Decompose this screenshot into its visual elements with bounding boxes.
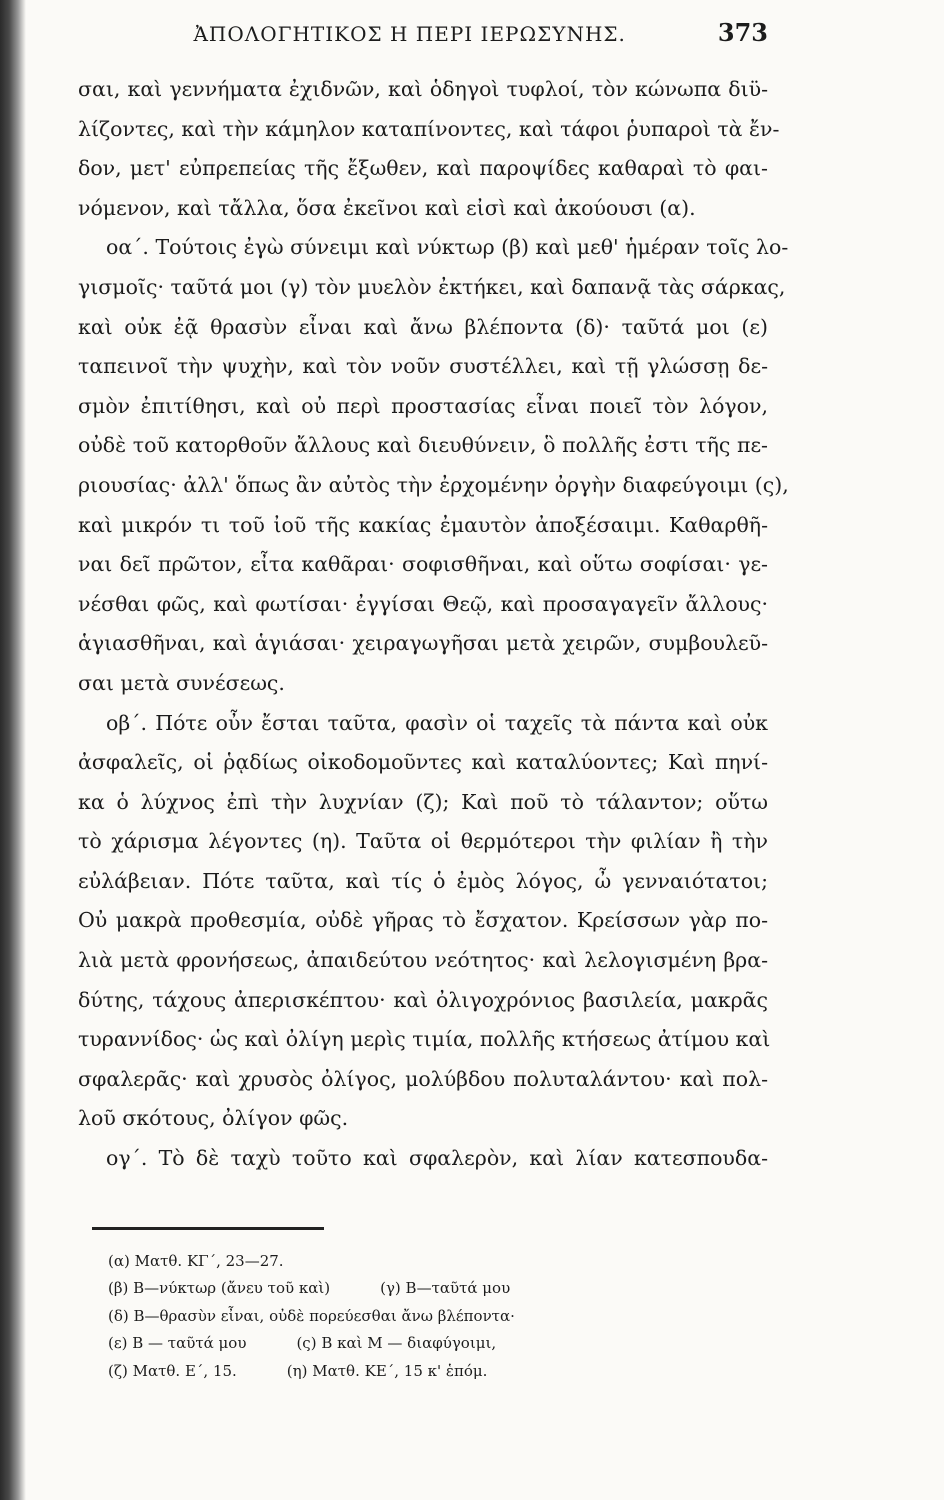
footnote-row: [108, 1330, 768, 1358]
text-line: ναι δεῖ πρῶτον, εἶτα καθᾶραι· σοφισθῆναι, καὶ οὕτω σοφίσαι· γε-: [78, 552, 768, 577]
footnote: (ς) Β καὶ Μ — διαφύγοιμι,: [296, 1334, 497, 1353]
text-line: σφαλερᾶς· καὶ χρυσὸς ὀλίγος, μολύβδου πολυταλάντου· καὶ πολ-: [78, 1066, 768, 1091]
text-line: ταπεινοῖ τὴν ψυχὴν, καὶ τὸν νοῦν συστέλλει, καὶ τῇ γλώσσῃ δε-: [78, 354, 768, 379]
text-line: δύτης, τάχους ἀπερισκέπτου· καὶ ὀλιγοχρόνιος βασιλεία, μακρᾶς: [78, 987, 768, 1012]
text-line: δον, μετ' εὐπρεπείας τῆς ἔξωθεν, καὶ παροψίδες καθαραὶ τὸ φαι-: [78, 156, 768, 181]
book-page: [78, 18, 789, 1385]
page-number: 373: [717, 18, 768, 47]
text-line: λίζοντες, καὶ τὴν κάμηλον καταπίνοντες, καὶ τάφοι ῥυπαροὶ τὰ ἔν-: [78, 116, 780, 141]
running-head: ἈΠΟΛΟΓΗΤΙΚΟΣ Η ΠΕΡΙ ΙΕΡΩΣΥΝΗΣ.: [193, 22, 626, 46]
page-binding-edge: [0, 0, 26, 1500]
text-line: νόμενον, καὶ τἄλλα, ὅσα ἐκεῖνοι καὶ εἰσὶ καὶ ἀκούουσι (α).: [78, 195, 696, 220]
footnote: (ε) Β — ταῦτά μου: [108, 1334, 247, 1353]
text-line: ἁγιασθῆναι, καὶ ἁγιάσαι· χειραγωγῆσαι μετὰ χειρῶν, συμβουλεῦ-: [78, 631, 768, 656]
text-line: καὶ μικρόν τι τοῦ ἰοῦ τῆς κακίας ἐμαυτὸν ἀποξέσαιμι. Καθαρθῆ-: [78, 512, 768, 537]
footnote-rule: [92, 1227, 324, 1230]
text-line: ογ΄. Τὸ δὲ ταχὺ τοῦτο καὶ σφαλερὸν, καὶ λίαν κατεσπουδα-: [106, 1146, 768, 1171]
footnote: (α) Ματθ. ΚΓ΄, 23—27.: [108, 1251, 284, 1270]
text-line: ριουσίας· ἀλλ' ὅπως ἂν αὐτὸς τὴν ἐρχομένην ὀργὴν διαφεύγοιμι (ς),: [78, 472, 789, 497]
footnote-row: [108, 1275, 768, 1303]
footnote: (ζ) Ματθ. Ε΄, 15.: [108, 1361, 237, 1380]
text-line: σαι, καὶ γεννήματα ἐχιδνῶν, καὶ ὁδηγοὶ τυφλοί, τὸν κώνωπα διϋ-: [78, 77, 768, 101]
text-line: καὶ οὐκ ἐᾷ θρασὺν εἶναι καὶ ἄνω βλέποντα (δ)· ταῦτά μοι (ε): [78, 314, 768, 339]
text-line: Οὐ μακρὰ προθεσμία, οὐδὲ γῆρας τὸ ἔσχατον. Κρείσσων γὰρ πο-: [78, 908, 768, 933]
footnote: (γ) Β—ταῦτά μου: [380, 1279, 511, 1298]
text-line: οὐδὲ τοῦ κατορθοῦν ἄλλους καὶ διευθύνειν, ὃ πολλῆς ἐστι τῆς πε-: [78, 433, 768, 458]
text-line: εὐλάβειαν. Πότε ταῦτα, καὶ τίς ὁ ἐμὸς λόγος, ὦ γενναιότατοι;: [78, 868, 768, 893]
footnotes: [78, 1248, 768, 1386]
text-line: γισμοῖς· ταῦτά μοι (γ) τὸν μυελὸν ἐκτήκει, καὶ δαπανᾷ τὰς σάρκας,: [78, 274, 786, 299]
text-line: κα ὁ λύχνος ἐπὶ τὴν λυχνίαν (ζ); Καὶ ποῦ τὸ τάλαντον; οὕτω: [78, 789, 768, 814]
text-line: σμὸν ἐπιτίθησι, καὶ οὐ περὶ προστασίας εἶναι ποιεῖ τὸν λόγον,: [78, 393, 768, 418]
text-line: οβ΄. Πότε οὖν ἔσται ταῦτα, φασὶν οἱ ταχεῖς τὰ πάντα καὶ οὐκ: [106, 710, 768, 735]
text-line: λιὰ μετὰ φρονήσεως, ἀπαιδεύτου νεότητος· καὶ λελογισμένη βρα-: [78, 948, 768, 973]
text-line: νέσθαι φῶς, καὶ φωτίσαι· ἐγγίσαι Θεῷ, καὶ προσαγαγεῖν ἄλλους·: [78, 591, 768, 616]
text-line: ἀσφαλεῖς, οἱ ῥᾳδίως οἰκοδομοῦντες καὶ καταλύοντες; Καὶ πηνί-: [78, 750, 768, 775]
text-line: οα΄. Τούτοις ἐγὼ σύνειμι καὶ νύκτωρ (β) καὶ μεθ' ἡμέραν τοῖς λο-: [106, 235, 789, 260]
text-line: σαι μετὰ συνέσεως.: [78, 670, 285, 695]
footnote: (β) Β—νύκτωρ (ἄνευ τοῦ καὶ): [108, 1279, 331, 1298]
footnote: (δ) Β—θρασὺν εἶναι, οὐδὲ πορεύεσθαι ἄνω βλέποντα·: [108, 1306, 515, 1325]
page-header: [78, 18, 768, 64]
text-line: τυραννίδος· ὡς καὶ ὀλίγη μερὶς τιμία, πολλῆς κτήσεως ἀτίμου καὶ: [78, 1027, 771, 1052]
text-line: λοῦ σκότους, ὀλίγον φῶς.: [78, 1106, 349, 1131]
main-text: [78, 70, 789, 1179]
text-line: τὸ χάρισμα λέγοντες (η). Ταῦτα οἱ θερμότεροι τὴν φιλίαν ἢ τὴν: [78, 829, 768, 854]
footnote: (η) Ματθ. ΚΕ΄, 15 κ' ἑπόμ.: [286, 1361, 488, 1380]
footnote-row: [108, 1358, 768, 1386]
